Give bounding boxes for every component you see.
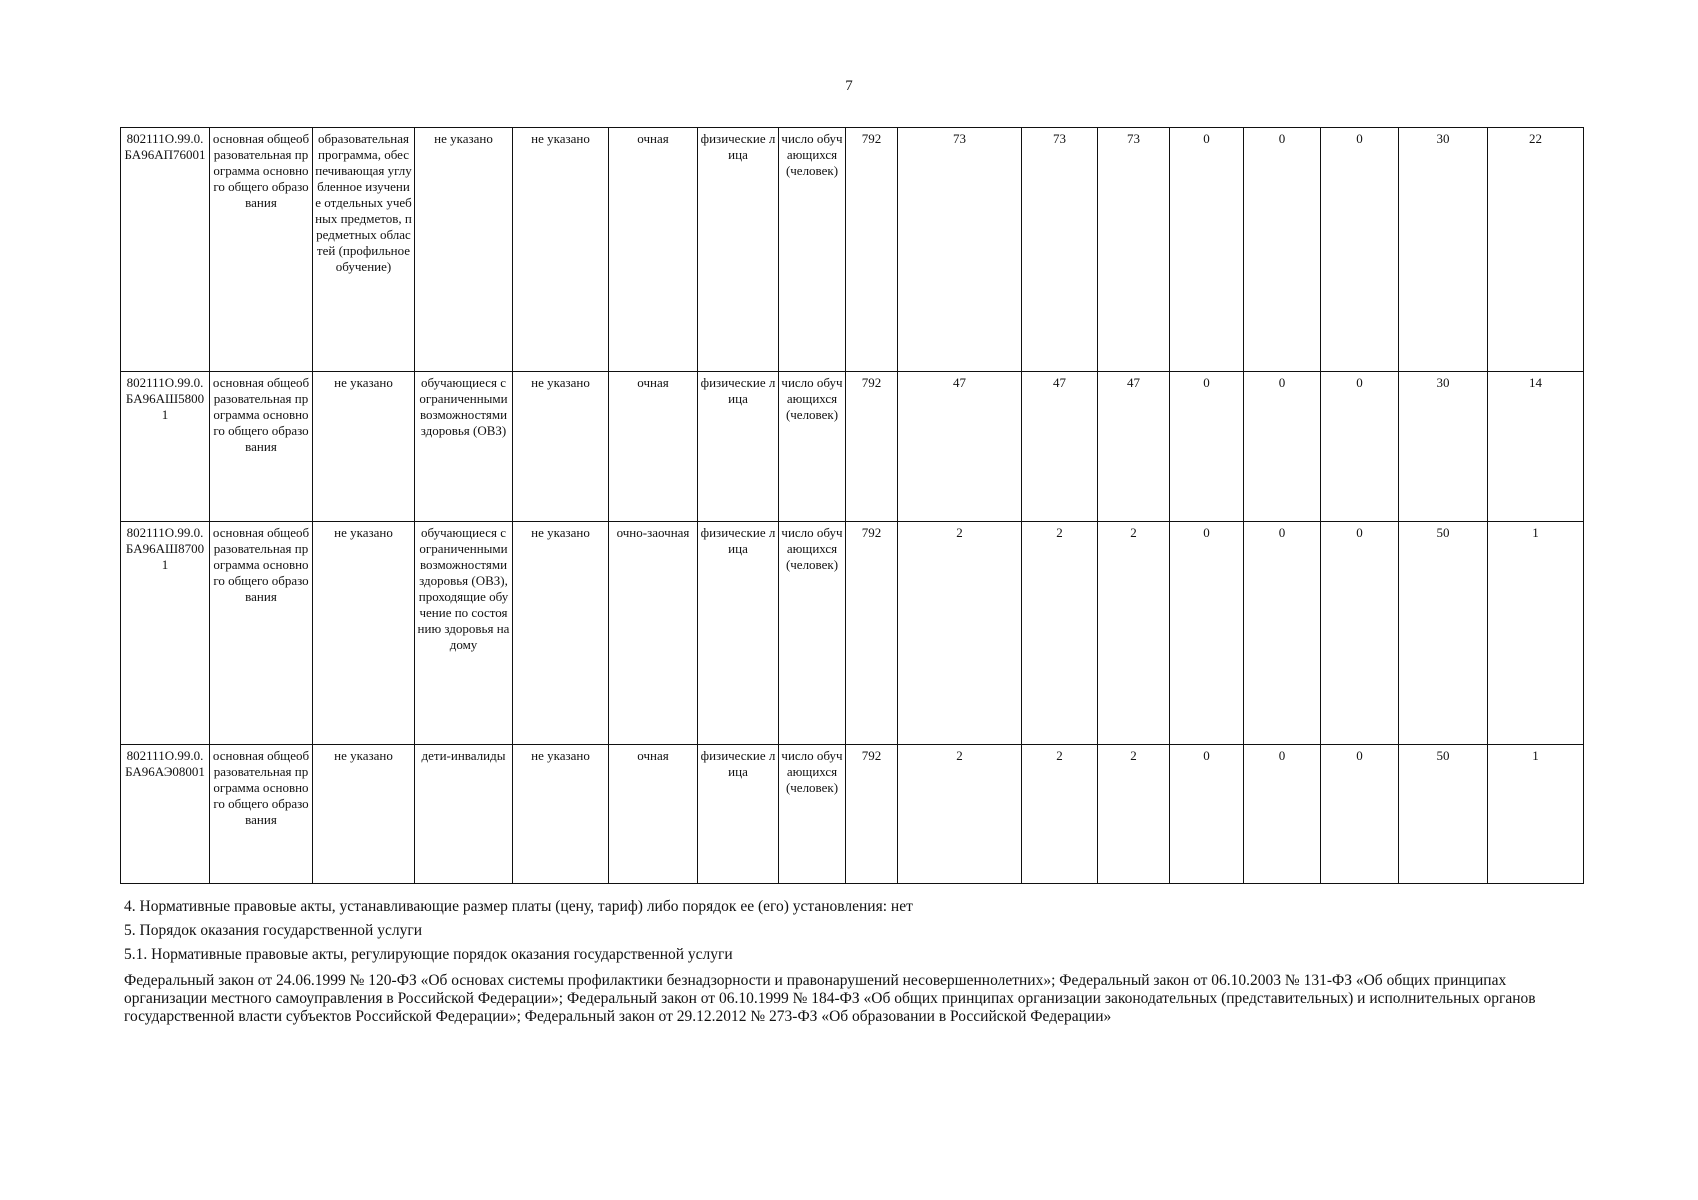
page-number: 7 bbox=[845, 78, 853, 94]
table-cell: 0 bbox=[1170, 522, 1244, 745]
table-cell: 2 bbox=[1022, 745, 1098, 884]
table-cell: 0 bbox=[1244, 128, 1321, 372]
table-cell: 2 bbox=[1022, 522, 1098, 745]
table-cell: 0 bbox=[1244, 522, 1321, 745]
table-row bbox=[121, 372, 1584, 522]
table-cell: число обучающихся (человек) bbox=[779, 372, 846, 522]
table-cell: 0 bbox=[1321, 372, 1399, 522]
table-cell: 73 bbox=[898, 128, 1022, 372]
table-cell: основная общеобразовательная программа основного общего образования bbox=[210, 372, 313, 522]
table-row bbox=[121, 128, 1584, 372]
table-cell: 1 bbox=[1488, 522, 1584, 745]
table-cell: 14 bbox=[1488, 372, 1584, 522]
table-cell: число обучающихся (человек) bbox=[779, 128, 846, 372]
table-cell: 73 bbox=[1098, 128, 1170, 372]
table-cell: 50 bbox=[1399, 745, 1488, 884]
table-cell: 792 bbox=[846, 128, 898, 372]
table-cell: не указано bbox=[513, 128, 609, 372]
table-cell: физические лица bbox=[698, 745, 779, 884]
table-cell: число обучающихся (человек) bbox=[779, 522, 846, 745]
table-cell: не указано bbox=[313, 522, 415, 745]
table-cell: не указано bbox=[513, 745, 609, 884]
table-cell: 792 bbox=[846, 745, 898, 884]
law-list: Федеральный закон от 24.06.1999 № 120-ФЗ «Об основах системы профилактики безнадзорности и правонарушений несовершеннолетних»; Федеральный закон от 06.10.2003 № 131-ФЗ «Об общих принципах организации местного самоуправления в Российской Федерации»; Федеральный закон от 06.10.1999 № 184-ФЗ «Об общих принципах организации законодательных (представительных) и исполнительных органов государственной власти субъектов Российской Федерации»; Федеральный закон от 29.12.2012 № 273-ФЗ «Об образовании в Российской Федерации» bbox=[124, 972, 1536, 1025]
service-quality-table bbox=[120, 127, 1584, 884]
table-cell: 73 bbox=[1022, 128, 1098, 372]
table-cell: 802111О.99.0.БА96АШ58001 bbox=[121, 372, 210, 522]
table-cell: очная bbox=[609, 128, 698, 372]
table-cell: число обучающихся (человек) bbox=[779, 745, 846, 884]
table-cell: 0 bbox=[1244, 372, 1321, 522]
table-cell: 47 bbox=[1022, 372, 1098, 522]
table-cell: очно-заочная bbox=[609, 522, 698, 745]
table-cell: дети-инвалиды bbox=[415, 745, 513, 884]
table-cell: очная bbox=[609, 745, 698, 884]
table-cell: 30 bbox=[1399, 372, 1488, 522]
table-cell: 0 bbox=[1170, 372, 1244, 522]
table-cell: физические лица bbox=[698, 522, 779, 745]
table-cell: 0 bbox=[1170, 745, 1244, 884]
table-cell: не указано bbox=[415, 128, 513, 372]
table-cell: 0 bbox=[1321, 745, 1399, 884]
table-cell: 0 bbox=[1244, 745, 1321, 884]
table-row bbox=[121, 745, 1584, 884]
table-cell: 2 bbox=[1098, 745, 1170, 884]
table-cell: очная bbox=[609, 372, 698, 522]
table-cell: 802111О.99.0.БА96АЭ08001 bbox=[121, 745, 210, 884]
table-cell: физические лица bbox=[698, 128, 779, 372]
table-cell: 792 bbox=[846, 372, 898, 522]
table-cell: 2 bbox=[898, 522, 1022, 745]
table-row bbox=[121, 522, 1584, 745]
note-item-5: 5. Порядок оказания государственной услуги bbox=[124, 922, 422, 939]
table-cell: 2 bbox=[898, 745, 1022, 884]
table-cell: физические лица bbox=[698, 372, 779, 522]
note-item-5-1: 5.1. Нормативные правовые акты, регулирующие порядок оказания государственной услуги bbox=[124, 946, 733, 963]
table-cell: 0 bbox=[1321, 522, 1399, 745]
table-cell: основная общеобразовательная программа основного общего образования bbox=[210, 128, 313, 372]
table-cell: обучающиеся с ограниченными возможностями здоровья (ОВЗ), проходящие обучение по состоянию здоровья на дому bbox=[415, 522, 513, 745]
table-cell: 0 bbox=[1170, 128, 1244, 372]
table-cell: не указано bbox=[513, 522, 609, 745]
table-cell: 1 bbox=[1488, 745, 1584, 884]
table-cell: образовательная программа, обеспечивающая углубленное изучение отдельных учебных предметов, предметных областей (профильное обучение) bbox=[313, 128, 415, 372]
table-cell: основная общеобразовательная программа основного общего образования bbox=[210, 745, 313, 884]
table-cell: 22 bbox=[1488, 128, 1584, 372]
table-cell: 802111О.99.0.БА96АШ87001 bbox=[121, 522, 210, 745]
note-item-4: 4. Нормативные правовые акты, устанавливающие размер платы (цену, тариф) либо порядок ее (его) установления: нет bbox=[124, 898, 913, 915]
table-cell: 792 bbox=[846, 522, 898, 745]
table-cell: не указано bbox=[313, 745, 415, 884]
table-cell: основная общеобразовательная программа основного общего образования bbox=[210, 522, 313, 745]
table-cell: 2 bbox=[1098, 522, 1170, 745]
table-cell: обучающиеся с ограниченными возможностями здоровья (ОВЗ) bbox=[415, 372, 513, 522]
table-cell: 30 bbox=[1399, 128, 1488, 372]
table-cell: 47 bbox=[898, 372, 1022, 522]
table-cell: не указано bbox=[313, 372, 415, 522]
table-cell: 50 bbox=[1399, 522, 1488, 745]
table-cell: 802111О.99.0.БА96АП76001 bbox=[121, 128, 210, 372]
table-cell: 47 bbox=[1098, 372, 1170, 522]
table-cell: не указано bbox=[513, 372, 609, 522]
notes-section bbox=[124, 898, 1584, 1032]
table-cell: 0 bbox=[1321, 128, 1399, 372]
